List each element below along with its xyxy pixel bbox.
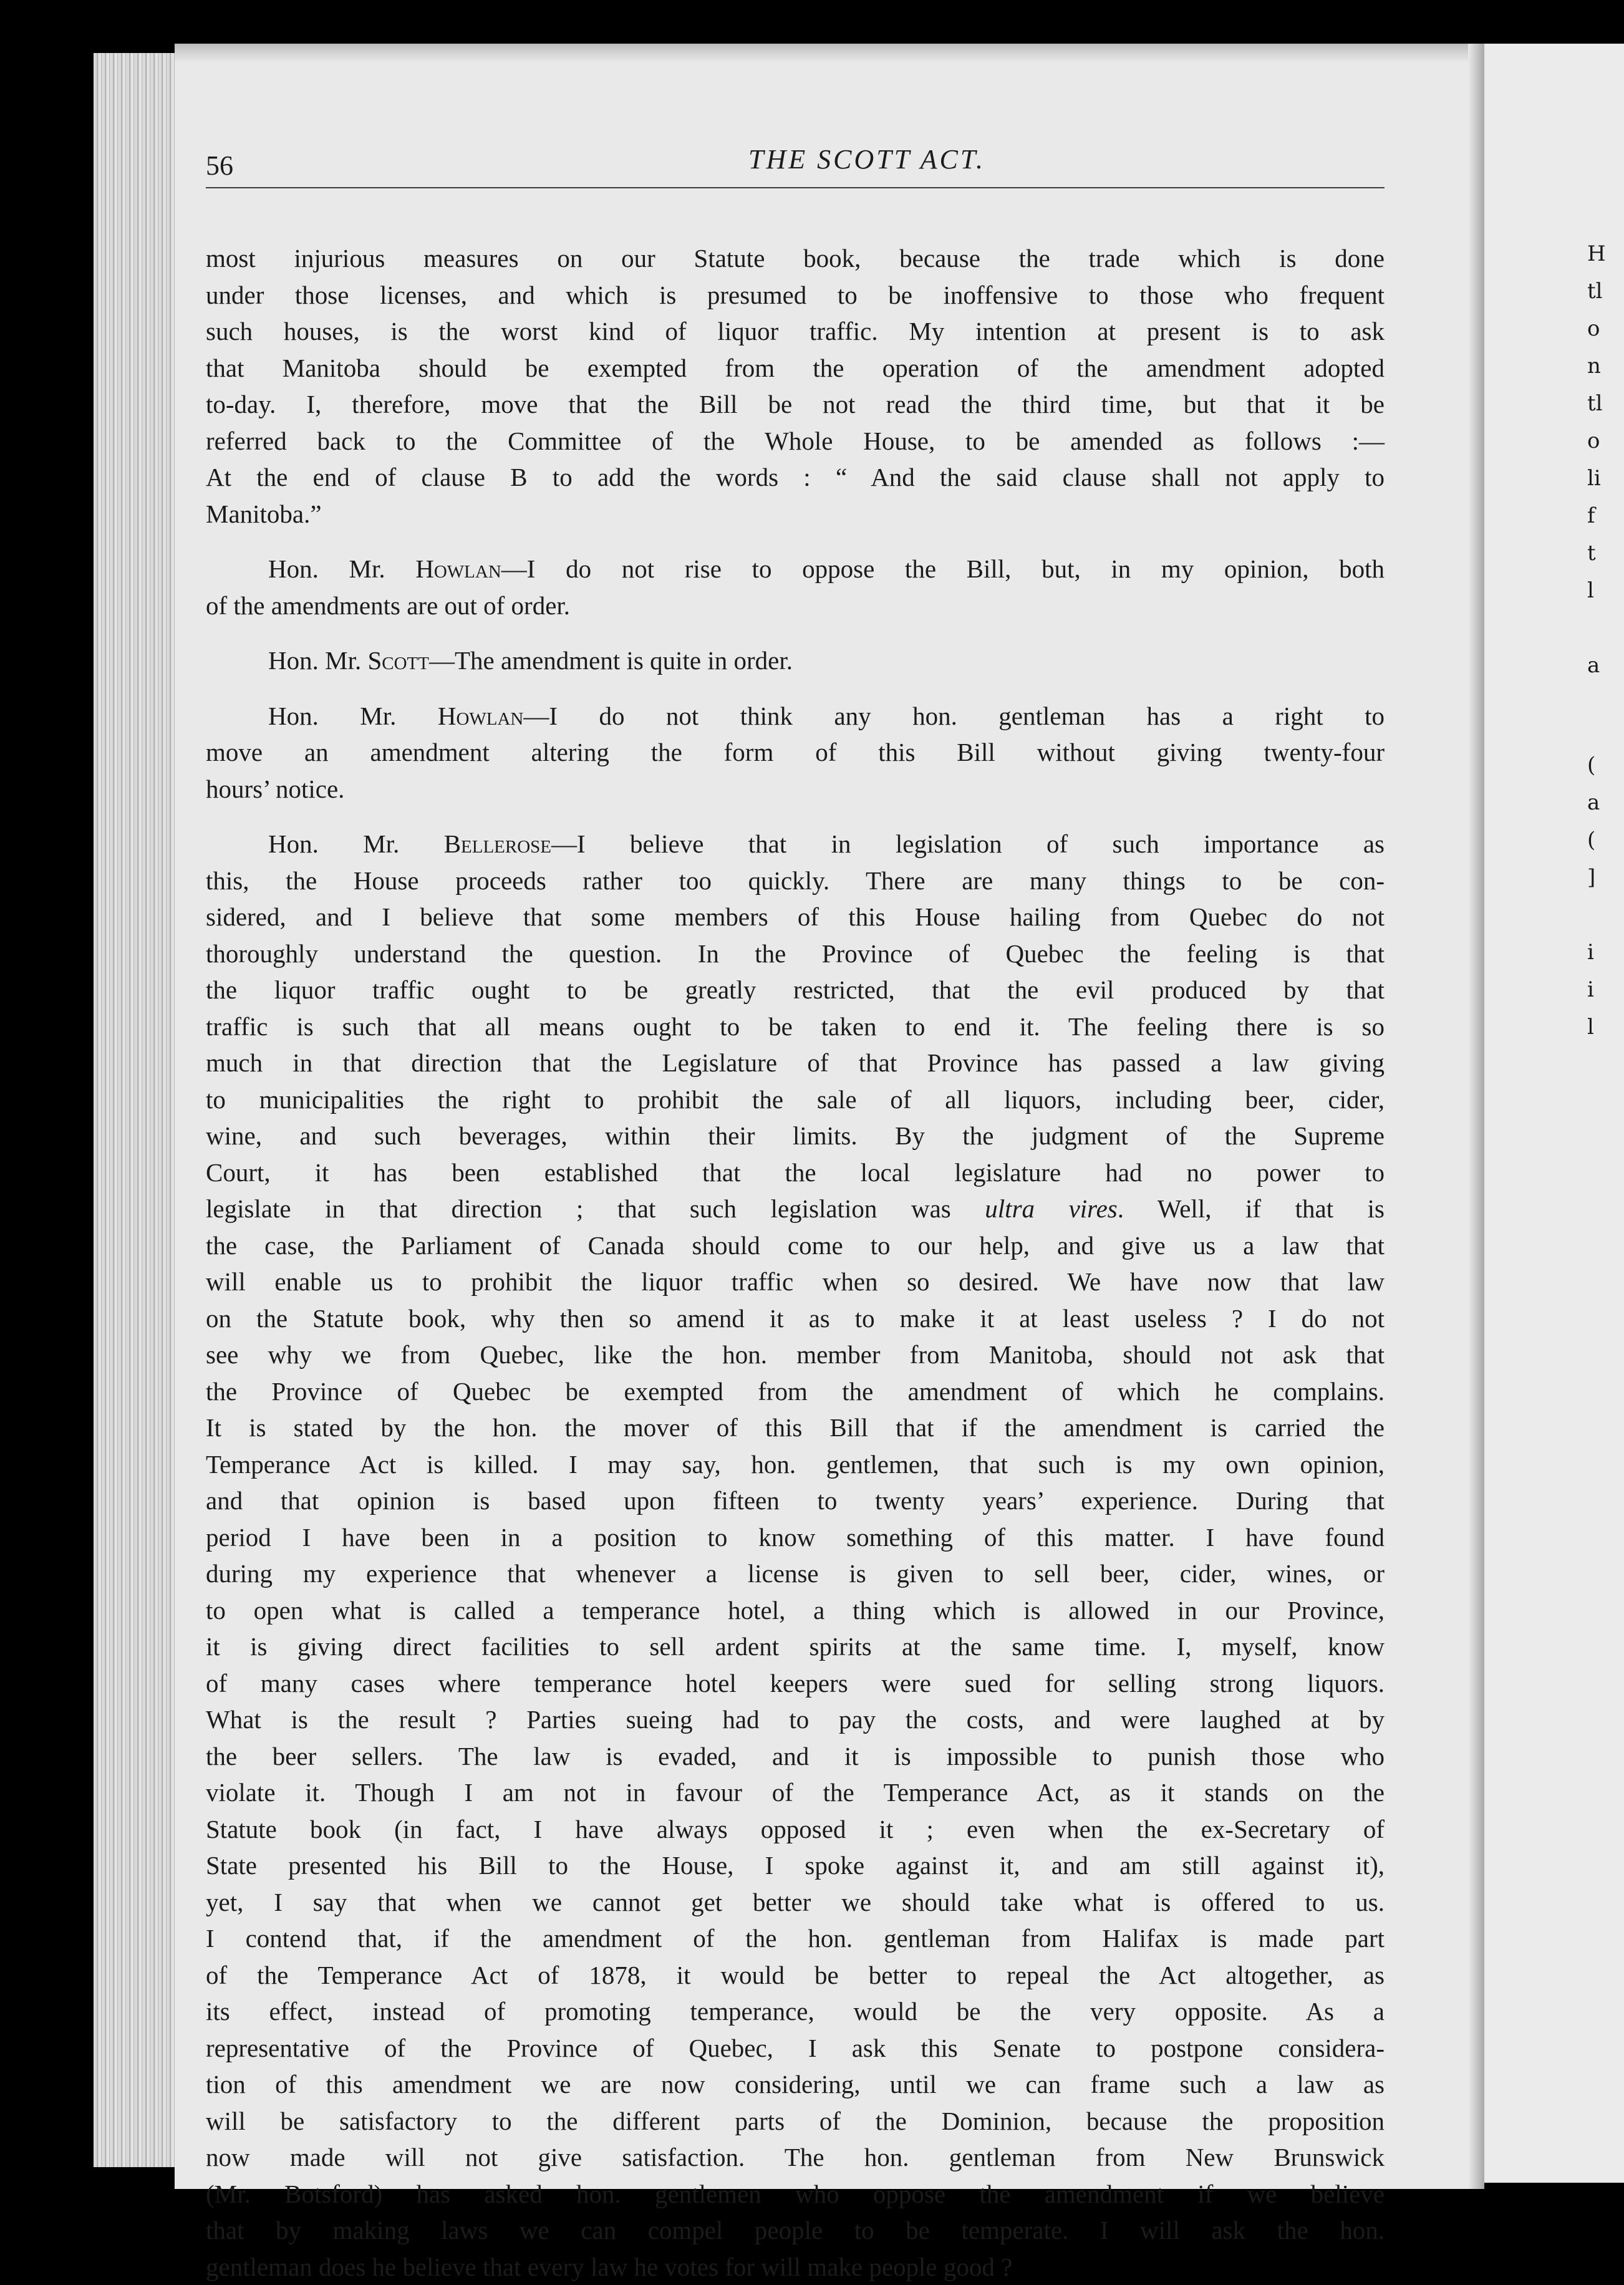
text-line: sidered, and I believe that some members of this House hailing from Quebec do not: [206, 899, 1385, 935]
speaker-name: Howlan: [438, 702, 524, 730]
text-line: of the Temperance Act of 1878, it would be better to repeal the Act altogether, as: [206, 1957, 1385, 1994]
text-line: representative of the Province of Quebec, I ask this Senate to postpone considera-: [206, 2030, 1385, 2067]
text-line: will enable us to prohibit the liquor traffic when so desired. We have now that law: [206, 1263, 1385, 1300]
stacked-page-edges: [94, 53, 181, 2167]
text-line: its effect, instead of promoting temperance, would be the very opposite. As a: [206, 1993, 1385, 2030]
text-line: on the Statute book, why then so amend it as to make it at least useless ? I do not: [206, 1300, 1385, 1337]
facing-page-fragment: t: [1587, 543, 1596, 564]
text-line: At the end of clause B to add the words : “ And the said clause shall not apply to: [206, 459, 1385, 496]
facing-page-fragment: f: [1587, 505, 1595, 526]
running-head: [206, 143, 1391, 193]
text-line: Temperance Act is killed. I may say, hon. gentlemen, that such is my own opinion,: [206, 1446, 1385, 1483]
text-line: during my experience that whenever a license is given to sell beer, cider, wines, or: [206, 1555, 1385, 1592]
text-line: that by making laws we can compel people to be temperate. I will ask the hon.: [206, 2212, 1385, 2249]
facing-page-fragment: l: [1587, 1017, 1594, 1038]
text-line: will be satisfactory to the different parts of the Dominion, because the proposition: [206, 2103, 1385, 2140]
page-top-shadow: [175, 44, 1484, 62]
speaker-name: Scott: [367, 646, 429, 675]
text-line: period I have been in a position to know something of this matter. I have found: [206, 1519, 1385, 1556]
text-line: referred back to the Committee of the Whole House, to be amended as follows :—: [206, 423, 1385, 460]
facing-page-fragment: ]: [1587, 867, 1595, 888]
text-line: Hon. Mr. Howlan—I do not think any hon. gentleman has a right to: [206, 698, 1385, 735]
text-line: Hon. Mr. Howlan—I do not rise to oppose the Bill, but, in my opinion, both: [206, 551, 1385, 587]
header-rule: [206, 187, 1385, 188]
facing-page-fragment: (: [1587, 755, 1595, 776]
text-line: State presented his Bill to the House, I spoke against it, and am still against it),: [206, 1847, 1385, 1884]
text-line: What is the result ? Parties sueing had to pay the costs, and were laughed at by: [206, 1701, 1385, 1738]
facing-page-fragment: o: [1587, 430, 1600, 452]
text-line: the beer sellers. The law is evaded, and it is impossible to punish those who: [206, 1738, 1385, 1775]
running-title: THE SCOTT ACT.: [748, 143, 985, 175]
paragraph: [206, 551, 1385, 624]
text-line: Hon. Mr. Bellerose—I believe that in legislation of such importance as: [206, 826, 1385, 862]
facing-page-fragment: a: [1587, 655, 1600, 676]
text-line: tion of this amendment we are now considering, until we can frame such a law as: [206, 2066, 1385, 2103]
paragraph: [206, 642, 1385, 679]
page-number: 56: [206, 150, 233, 181]
text-line: much in that direction that the Legislature of that Province has passed a law giving: [206, 1045, 1385, 1081]
facing-page-fragment: tl: [1587, 281, 1603, 302]
text-line: the case, the Parliament of Canada should come to our help, and give us a law that: [206, 1227, 1385, 1264]
italic-phrase: ultra vires: [985, 1194, 1117, 1223]
text-line: under those licenses, and which is presumed to be inoffensive to those who frequent: [206, 277, 1385, 314]
text-line: It is stated by the hon. the mover of this Bill that if the amendment is carried the: [206, 1409, 1385, 1446]
text-line: and that opinion is based upon fifteen to twenty years’ experience. During that: [206, 1482, 1385, 1519]
text-line: Court, it has been established that the local legislature had no power to: [206, 1154, 1385, 1191]
text-line: I contend that, if the amendment of the hon. gentleman from Halifax is made part: [206, 1920, 1385, 1957]
text-line: this, the House proceeds rather too quickly. There are many things to be con-: [206, 862, 1385, 899]
facing-page-fragment: (: [1587, 829, 1595, 851]
text-line: of many cases where temperance hotel keepers were sued for selling strong liquors.: [206, 1665, 1385, 1702]
text-line: legislate in that direction ; that such legislation was ultra vires. Well, if that is: [206, 1191, 1385, 1227]
paragraph: [206, 826, 1385, 2285]
facing-page-fragment: l: [1587, 580, 1594, 601]
facing-page-fragment: n: [1587, 355, 1601, 377]
text-line: such houses, is the worst kind of liquor traffic. My intention at present is to ask: [206, 313, 1385, 350]
text-line: to municipalities the right to prohibit the sale of all liquors, including beer, cider,: [206, 1081, 1385, 1118]
facing-page-fragment: i: [1587, 942, 1594, 963]
text-line: that Manitoba should be exempted from the operation of the amendment adopted: [206, 350, 1385, 387]
paragraph-gap: [206, 532, 1385, 551]
text-line: Hon. Mr. Scott—The amendment is quite in order.: [206, 642, 1385, 679]
body-text: [206, 240, 1385, 2285]
text-line: move an amendment altering the form of this Bill without giving twenty-four: [206, 734, 1385, 771]
text-line: thoroughly understand the question. In the Province of Quebec the feeling is that: [206, 935, 1385, 972]
text-line: yet, I say that when we cannot get better we should take what is offered to us.: [206, 1884, 1385, 1921]
text-line: the liquor traffic ought to be greatly restricted, that the evil produced by that: [206, 972, 1385, 1008]
text-line: to-day. I, therefore, move that the Bill be not read the third time, but that it be: [206, 386, 1385, 423]
facing-page-fragment: tl: [1587, 393, 1603, 414]
text-line: hours’ notice.: [206, 771, 1385, 808]
text-line: traffic is such that all means ought to be taken to end it. The feeling there is so: [206, 1008, 1385, 1045]
facing-page-fragment: H: [1587, 243, 1606, 264]
speaker-name: Bellerose: [444, 829, 551, 858]
text-line: now made will not give satisfaction. The hon. gentleman from New Brunswick: [206, 2139, 1385, 2176]
text-line: to open what is called a temperance hotel, a thing which is allowed in our Province,: [206, 1592, 1385, 1629]
text-line: it is giving direct facilities to sell ardent spirits at the same time. I, myself, know: [206, 1628, 1385, 1665]
text-line: the Province of Quebec be exempted from the amendment of which he complains.: [206, 1373, 1385, 1410]
facing-page-fragment: li: [1587, 468, 1601, 489]
paragraph: [206, 240, 1385, 532]
facing-page-fragment: o: [1587, 318, 1600, 339]
text-line: of the amendments are out of order.: [206, 587, 1385, 624]
text-line: Statute book (in fact, I have always opposed it ; even when the ex-Secretary of: [206, 1811, 1385, 1848]
text-line: see why we from Quebec, like the hon. member from Manitoba, should not ask that: [206, 1336, 1385, 1373]
facing-page-fragment: i: [1587, 979, 1594, 1000]
text-line: gentleman does he believe that every law he votes for will make people good ?: [206, 2249, 1385, 2285]
paragraph-gap: [206, 679, 1385, 698]
text-line: Manitoba.”: [206, 496, 1385, 533]
paragraph-gap: [206, 807, 1385, 826]
facing-page-fragment: a: [1587, 792, 1600, 813]
text-line: wine, and such beverages, within their limits. By the judgment of the Supreme: [206, 1118, 1385, 1154]
text-line: most injurious measures on our Statute book, because the trade which is done: [206, 240, 1385, 277]
text-line: violate it. Though I am not in favour of the Temperance Act, as it stands on the: [206, 1774, 1385, 1811]
paragraph: [206, 698, 1385, 808]
speaker-name: Howlan: [415, 554, 501, 583]
text-line: (Mr. Botsford) has asked hon. gentlemen who oppose the amendment if we believe: [206, 2176, 1385, 2213]
gutter-shadow: [1468, 44, 1484, 2189]
paragraph-gap: [206, 624, 1385, 642]
facing-page: [1481, 44, 1624, 2183]
